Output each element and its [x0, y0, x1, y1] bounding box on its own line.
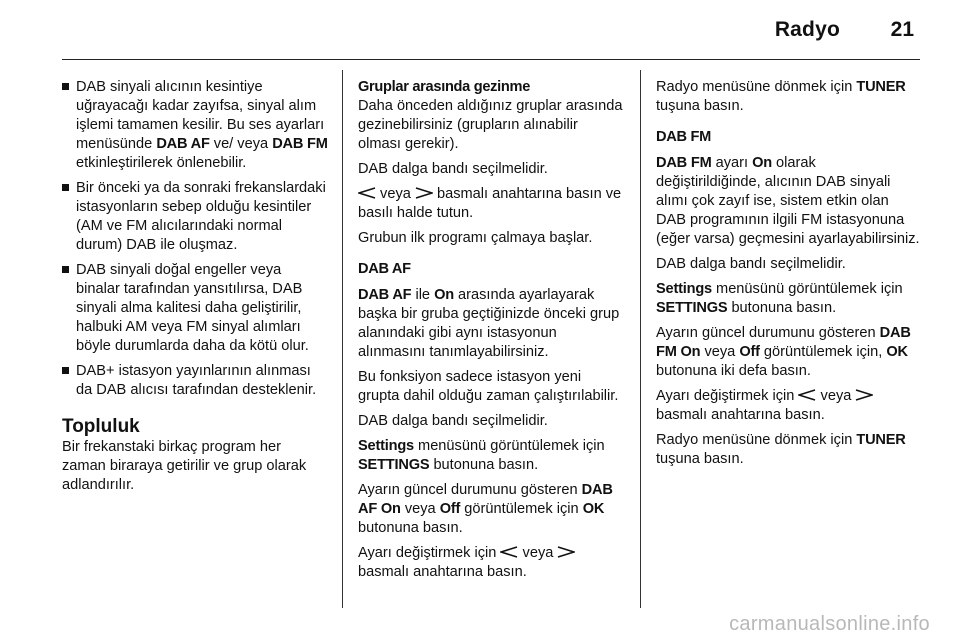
- paragraph: DAB dalga bandı seçilmelidir.: [656, 256, 846, 272]
- list-item: Bir önceki ya da sonraki frekanslardaki istasyonların sebep olduğu kesintiler (AM ve FM alıcılarındaki normal durum) DAB ile oluşmaz.: [62, 179, 328, 255]
- arrow-right-icon: [415, 187, 433, 199]
- page-title: Radyo: [774, 18, 840, 41]
- arrow-right-icon: [557, 546, 575, 558]
- arrow-right-icon: [855, 389, 873, 401]
- bullet-icon: [62, 83, 69, 90]
- list-item: DAB+ istasyon yayınlarının alınması da DAB alıcısı tarafından desteklenir.: [62, 362, 328, 400]
- column-3: [656, 78, 922, 475]
- page-number: 21: [890, 18, 914, 41]
- page-header: [0, 0, 960, 62]
- paragraph: Bir frekanstaki birkaç program her zaman biraraya getirilir ve grup olarak adlandırılır.: [62, 439, 307, 493]
- paragraph: Bu fonksiyon sadece istasyon yeni grupta dahil olduğu zaman çalıştırılabilir.: [358, 369, 619, 404]
- paragraph: Ayarı değiştirmek için veya basmalı anahtarına basın.: [358, 544, 624, 582]
- paragraph: Radyo menüsüne dönmek için TUNER tuşuna basın.: [656, 432, 906, 467]
- bullet-icon: [62, 266, 69, 273]
- arrow-left-icon: [500, 546, 518, 558]
- paragraph: Settings menüsünü görüntülemek için SETTINGS butonuna basın.: [358, 438, 605, 473]
- bullet-icon: [62, 367, 69, 374]
- arrow-left-icon: [798, 389, 816, 401]
- bullet-list: [62, 78, 328, 400]
- section-heading-gruplar: Gruplar arasında gezinme: [358, 79, 531, 95]
- paragraph: Grubun ilk programı çalmaya başlar.: [358, 230, 593, 246]
- section-heading-dab-af: DAB AF: [358, 261, 411, 277]
- paragraph: Settings menüsünü görüntülemek için SETTINGS butonuna basın.: [656, 281, 903, 316]
- column-1: [62, 78, 328, 501]
- paragraph: DAB dalga bandı seçilmelidir.: [358, 161, 548, 177]
- paragraph: Radyo menüsüne dönmek için TUNER tuşuna basın.: [656, 79, 906, 114]
- header-divider: [62, 59, 920, 60]
- paragraph: veya basmalı anahtarına basın ve basılı halde tutun.: [358, 186, 622, 221]
- paragraph: DAB FM ayarı On olarak değiştirildiğinde, alıcının DAB sinyali alımı çok zayıf ise, sistem etkin olan DAB programının ilgili FM istasyonuna (eğer varsa) geçmesini ayarlayabilirsiniz.: [656, 155, 920, 247]
- list-item: DAB sinyali doğal engeller veya binalar tarafından yansıtılırsa, DAB sinyali alma kalitesi daha geliştirilir, halbuki AM veya FM sinyal alımları böyle durumlarda daha da kötü olur.: [62, 261, 328, 356]
- paragraph: DAB dalga bandı seçilmelidir.: [358, 413, 548, 429]
- paragraph: Ayarın güncel durumunu gösteren DAB FM On veya Off görüntülemek için, OK butonuna iki defa basın.: [656, 325, 911, 379]
- paragraph: Ayarı değiştirmek için veya basmalı anahtarına basın.: [656, 387, 922, 425]
- watermark: carmanualsonline.info: [729, 613, 930, 635]
- column-2: [358, 78, 624, 588]
- column-divider-1: [342, 70, 343, 608]
- paragraph: Ayarın güncel durumunu gösteren DAB AF On veya Off görüntülemek için OK butonuna basın.: [358, 482, 613, 536]
- section-heading-topluluk: Topluluk: [62, 416, 140, 437]
- bullet-icon: [62, 184, 69, 191]
- paragraph: DAB AF ile On arasında ayarlayarak başka bir gruba geçtiğinizde önceki grup alanındaki gibi aynı istasyonun alınmasını tanımlayabilirsiniz.: [358, 287, 620, 360]
- list-item: DAB sinyali alıcının kesintiye uğrayacağı kadar zayıfsa, sinyal alım işlemi tamamen kesilir. Bu ses ayarları menüsünde DAB AF ve/ veya DAB FM etkinleştirilerek önlenebilir.: [62, 78, 328, 173]
- section-heading-dab-fm: DAB FM: [656, 129, 711, 145]
- arrow-left-icon: [358, 187, 376, 199]
- paragraph: Daha önceden aldığınız gruplar arasında gezinebilirsiniz (grupların alınabilir olması gerekir).: [358, 98, 623, 152]
- column-divider-2: [640, 70, 641, 608]
